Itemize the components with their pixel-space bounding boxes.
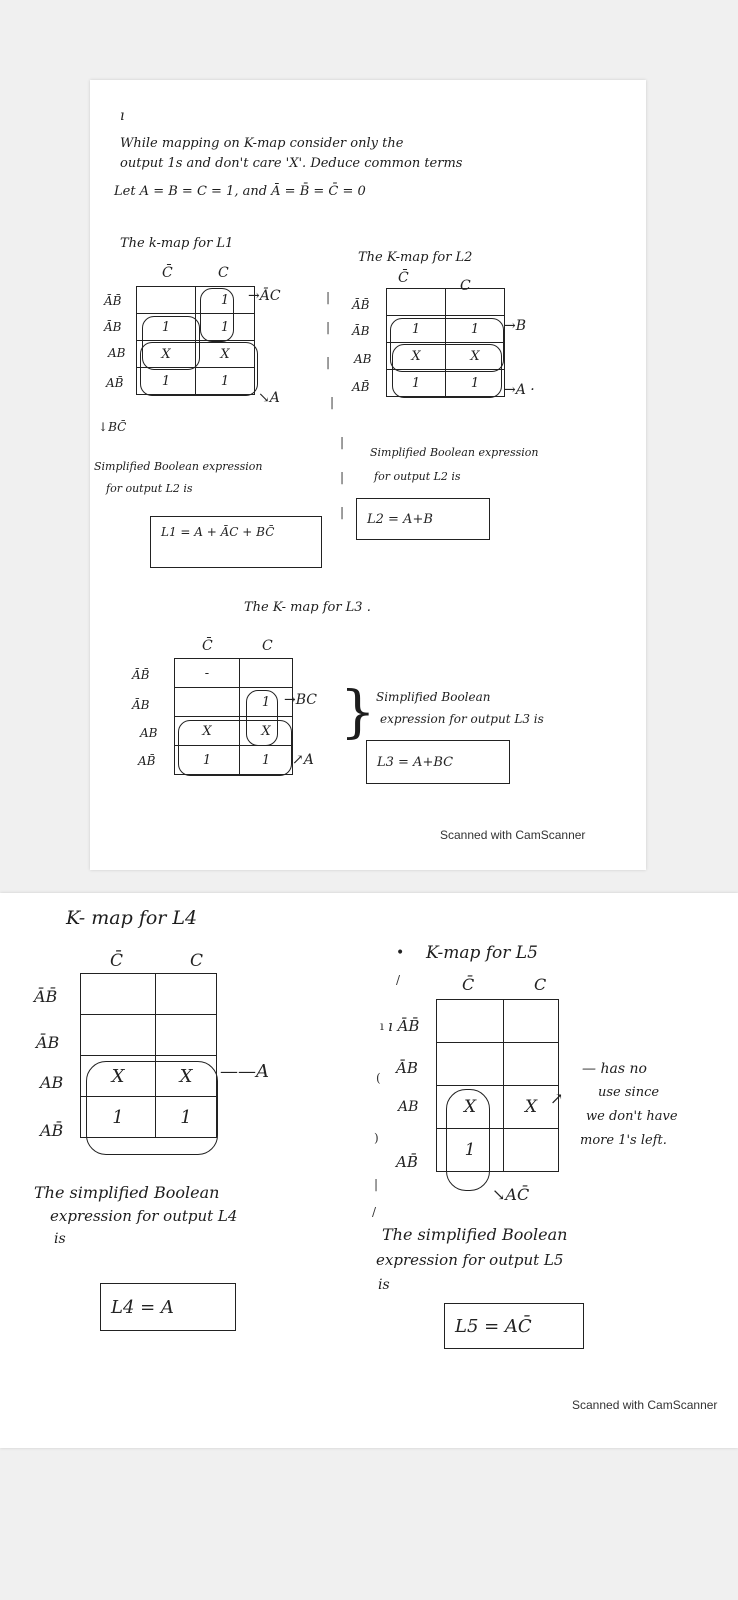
l1-row-header: ĀB [104, 320, 122, 334]
l1-cell: 1 [196, 287, 255, 314]
l5-note: we don't have [586, 1109, 678, 1124]
l1-corner-label: ↓BC̄ [98, 420, 127, 434]
l4-col-header-c: C [190, 951, 204, 971]
l1-cell: 1 [137, 314, 196, 341]
l1-term-label: ↘A [258, 390, 280, 406]
l5-note: — has no [582, 1061, 647, 1077]
l3-result-text: expression for output L3 is [380, 712, 544, 726]
l2-cell [387, 289, 446, 316]
l5-group-loop [446, 1089, 490, 1191]
l3-result-text: Simplified Boolean [376, 690, 491, 704]
l3-cell [240, 659, 293, 688]
l2-cell: 1 [446, 370, 505, 397]
l3-row-header: ĀB̄ [132, 668, 150, 682]
l3-cell: 1 [240, 688, 293, 717]
l1-cell: X [137, 341, 196, 368]
l5-row-header: ĀB [396, 1059, 418, 1077]
divider-mark: | [374, 1177, 379, 1191]
l4-cell [81, 1015, 156, 1056]
l2-row-header: ĀB [352, 324, 370, 338]
divider-mark: | [340, 505, 345, 519]
l5-cell [437, 1043, 504, 1086]
l5-title: K-map for L5 [426, 943, 538, 963]
intro-line-3: Let A = B = C = 1, and Ā = B̄ = C̄ = 0 [114, 184, 366, 199]
divider-mark: • [396, 945, 405, 961]
l4-cell: 1 [81, 1097, 156, 1138]
l1-cell: 1 [196, 368, 255, 395]
l5-row-header: AB̄ [396, 1153, 418, 1171]
l2-cell: 1 [387, 316, 446, 343]
divider-mark: / [372, 1205, 377, 1219]
l3-cell: X [175, 717, 240, 746]
divider-mark: | [326, 320, 331, 334]
l1-result-box: L1 = A + ĀC + BC̄ [150, 516, 322, 568]
l5-term-label: ↘AC̄ [492, 1185, 530, 1204]
l5-col-header-c: C [534, 975, 547, 994]
l3-term-label: →BC [284, 692, 317, 708]
l5-cell: X [504, 1086, 559, 1129]
divider-mark: | [340, 435, 345, 449]
divider-mark: ı [380, 1019, 384, 1033]
l1-cell: 1 [137, 368, 196, 395]
divider-mark: ( [376, 1071, 381, 1085]
l3-row-header: AB [140, 726, 158, 740]
l4-row-header: AB̄ [40, 1121, 64, 1140]
l4-result-text: is [54, 1231, 66, 1247]
l2-row-header: ĀB̄ [352, 298, 370, 312]
l1-col-header-cbar: C̄ [162, 265, 173, 281]
l2-col-header-c: C [460, 278, 471, 294]
l1-cell [137, 287, 196, 314]
l3-title: The K- map for L3 . [244, 600, 371, 615]
l2-row-header: AB [354, 352, 372, 366]
l5-cell [504, 1043, 559, 1086]
l5-cell [504, 1129, 559, 1172]
l2-result-text: Simplified Boolean expression [370, 446, 539, 459]
intro-line-2: output 1s and don't care 'X'. Deduce common terms [120, 156, 463, 171]
l4-cell: X [81, 1056, 156, 1097]
l5-row-header: AB [398, 1099, 419, 1115]
l2-cell: 1 [387, 370, 446, 397]
l2-cell [446, 289, 505, 316]
l5-result-text: expression for output L5 [376, 1251, 564, 1269]
l4-row-header: ĀB [36, 1033, 60, 1052]
l2-col-header-cbar: C̄ [398, 270, 409, 286]
l4-title: K- map for L4 [66, 907, 198, 929]
l2-term-label: →A · [504, 382, 535, 398]
l1-title: The k-map for L1 [120, 236, 234, 251]
l1-group-loop [200, 288, 234, 342]
l3-col-header-cbar: C̄ [202, 638, 213, 654]
l4-cell: X [156, 1056, 217, 1097]
divider-mark: | [340, 470, 345, 484]
l4-col-header-cbar: C̄ [110, 951, 124, 971]
divider-mark: | [326, 290, 331, 304]
l1-result-text: for output L2 is [106, 482, 193, 495]
l1-row-header: AB̄ [106, 376, 124, 390]
l5-result-text: is [378, 1277, 390, 1293]
l4-group-loop [86, 1061, 218, 1155]
intro-line-1: While mapping on K-map consider only the [120, 136, 404, 151]
l4-row-header: ĀB̄ [34, 987, 58, 1006]
l4-cell [81, 974, 156, 1015]
l3-group-loop [178, 720, 292, 776]
l4-cell [156, 1015, 217, 1056]
l2-title: The K-map for L2 [358, 250, 473, 265]
l3-row-header: AB̄ [138, 754, 156, 768]
l4-result-text: The simplified Boolean [34, 1183, 220, 1202]
l1-term-label: →ĀC [248, 288, 281, 304]
l2-result-box: L2 = A+B [356, 498, 490, 540]
divider-mark: ) [374, 1131, 379, 1145]
l3-col-header-c: C [262, 638, 273, 654]
l3-cell: 1 [175, 746, 240, 775]
l5-result-text: The simplified Boolean [382, 1225, 568, 1244]
tick-mark: ı [120, 108, 125, 124]
l5-note: more 1's left. [580, 1133, 667, 1148]
scanner-watermark: Scanned with CamScanner [440, 828, 586, 842]
divider-mark: | [330, 395, 335, 409]
l5-cell: X [437, 1086, 504, 1129]
l5-col-header-cbar: C̄ [462, 975, 475, 994]
l1-group-loop [142, 316, 200, 370]
l2-term-label: →B [504, 318, 527, 334]
l5-row-header: ı ĀB̄ [388, 1017, 420, 1035]
scanned-page-2 [0, 893, 738, 1448]
l5-cell [437, 1000, 504, 1043]
l4-cell: 1 [156, 1097, 217, 1138]
l1-cell: X [196, 341, 255, 368]
arrow-mark: ↗ [550, 1089, 564, 1108]
l4-result-box: L4 = A [100, 1283, 236, 1331]
l2-cell: X [387, 343, 446, 370]
divider-mark: | [326, 355, 331, 369]
divider-mark: / [396, 973, 401, 987]
l1-cell: 1 [196, 314, 255, 341]
l3-result-box: L3 = A+BC [366, 740, 510, 784]
l1-row-header: AB [108, 346, 126, 360]
l3-row-header: ĀB [132, 698, 150, 712]
l2-result-text: for output L2 is [374, 470, 461, 483]
l2-group-loop [392, 344, 502, 398]
l3-term-label: ↗A [292, 752, 314, 768]
scanned-page-1 [90, 80, 646, 870]
l2-row-header: AB̄ [352, 380, 370, 394]
l5-note: use since [598, 1085, 660, 1100]
l5-cell: 1 [437, 1129, 504, 1172]
l3-cell: - [175, 659, 240, 688]
l4-result-text: expression for output L4 [50, 1207, 238, 1225]
l4-term-label: ——A [220, 1061, 269, 1082]
l3-cell: 1 [240, 746, 293, 775]
l1-row-header: ĀB̄ [104, 294, 122, 308]
l1-result-text: Simplified Boolean expression [94, 460, 263, 473]
l1-col-header-c: C [218, 265, 229, 281]
l3-cell [175, 688, 240, 717]
l5-cell [504, 1000, 559, 1043]
l2-cell: X [446, 343, 505, 370]
l2-cell: 1 [446, 316, 505, 343]
l5-result-box: L5 = AC̄ [444, 1303, 584, 1349]
brace-mark: } [340, 680, 376, 745]
l4-cell [156, 974, 217, 1015]
l3-cell: X [240, 717, 293, 746]
scanner-watermark: Scanned with CamScanner [572, 1398, 718, 1412]
l4-row-header: AB [40, 1073, 64, 1092]
